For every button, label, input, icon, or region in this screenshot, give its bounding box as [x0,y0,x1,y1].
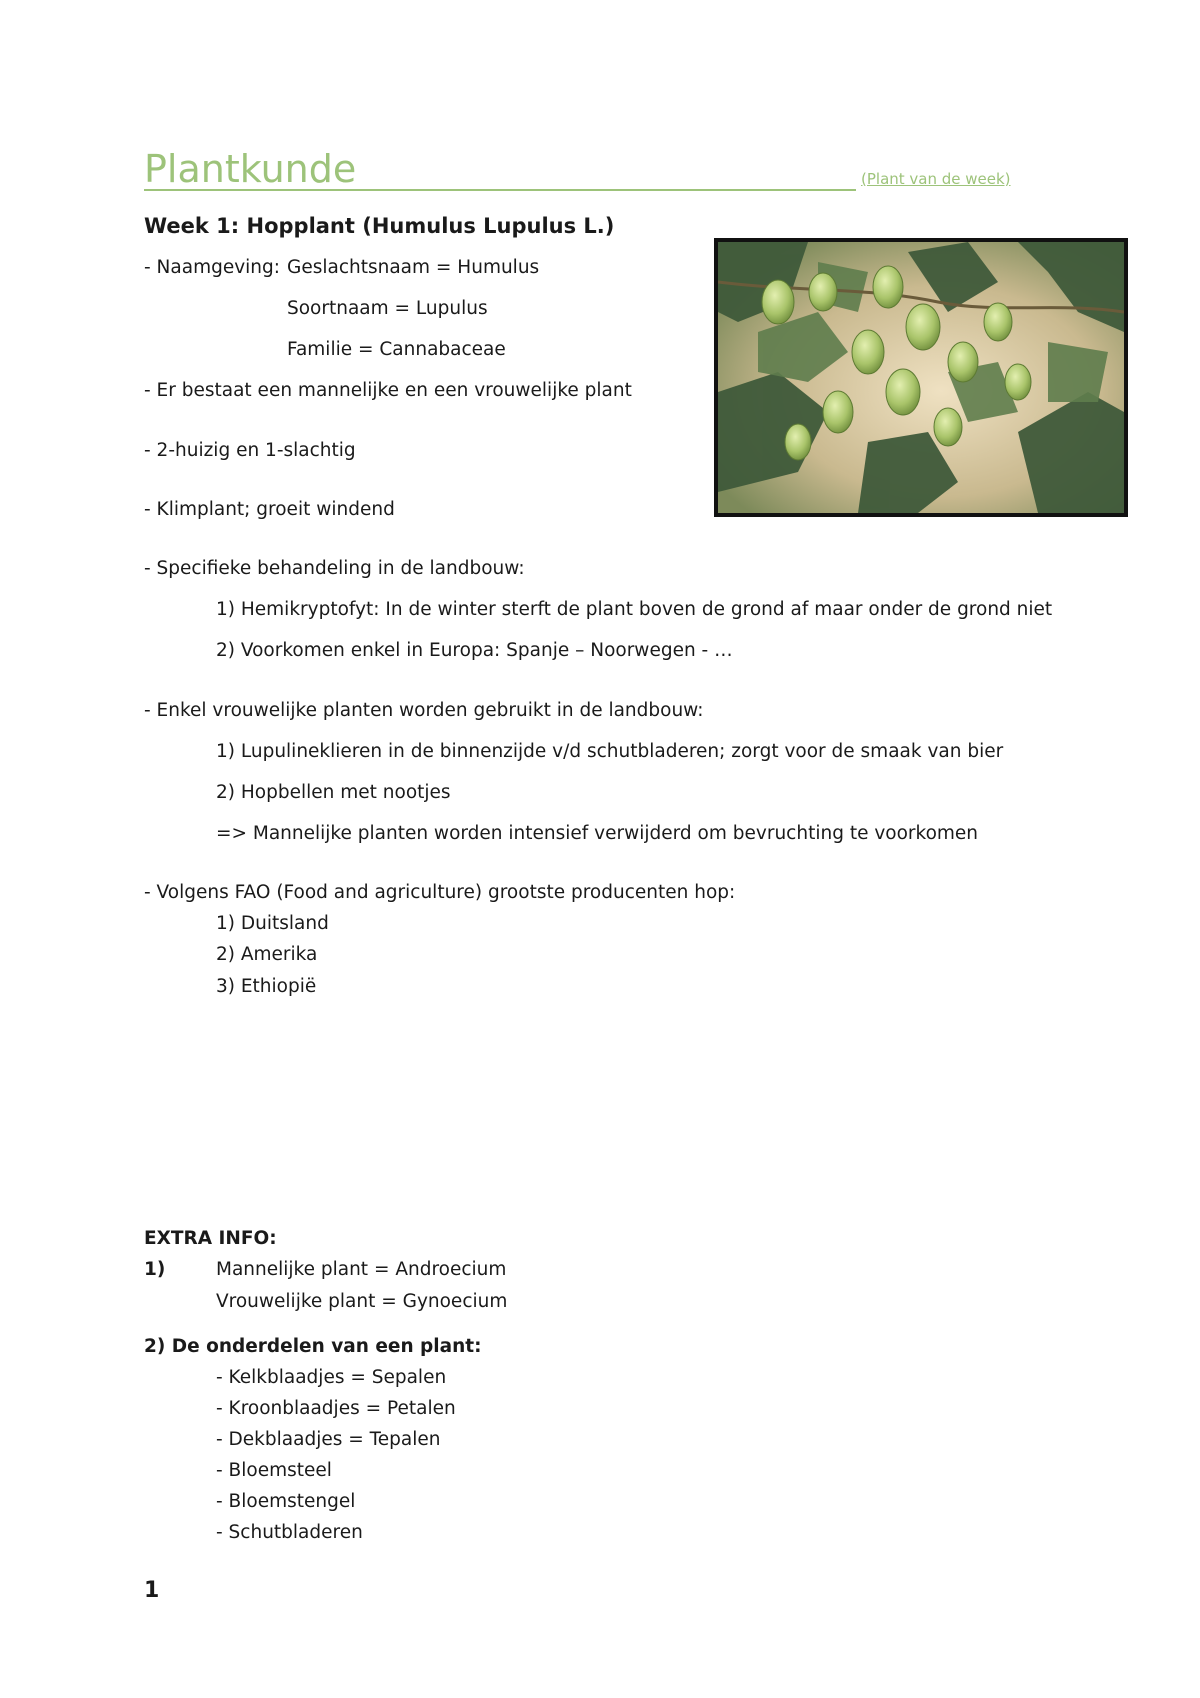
fao-heading: - Volgens FAO (Food and agriculture) grootste producenten hop: [144,882,736,903]
week-heading: Week 1: Hopplant (Humulus Lupulus L.) [144,214,615,238]
hop-plant-photo [714,238,1128,517]
naming-label: - Naamgeving: [144,257,281,278]
extra-heading: EXTRA INFO: [144,1228,277,1249]
fact-dioecious: - 2-huizig en 1-slachtig [144,440,356,461]
extra-male: Mannelijke plant = Androecium [216,1259,507,1280]
page-subtitle: (Plant van de week) [861,170,1011,188]
female-conclusion: => Mannelijke planten worden intensief verwijderd om bevruchting te voorkomen [216,823,979,844]
parts-heading: 2) De onderdelen van een plant: [144,1336,482,1357]
female-item-2: 2) Hopbellen met nootjes [216,782,451,803]
treatment-item-1: 1) Hemikryptofyt: In de winter sterft de plant boven de grond af maar onder de grond niet [216,599,1053,620]
fao-item-2: 2) Amerika [216,944,318,965]
treatment-item-2: 2) Voorkomen enkel in Europa: Spanje – Noorwegen - … [216,640,733,661]
part-item: - Kroonblaadjes = Petalen [216,1398,456,1419]
female-item-1: 1) Lupulineklieren in de binnenzijde v/d schutbladeren; zorgt voor de smaak van bier [216,741,1004,762]
extra-female: Vrouwelijke plant = Gynoecium [216,1291,508,1312]
species-name: Soortnaam = Lupulus [287,298,488,319]
page-number: 1 [144,1578,160,1603]
part-item: - Schutbladeren [216,1522,363,1543]
fao-item-1: 1) Duitsland [216,913,329,934]
part-item: - Bloemstengel [216,1491,356,1512]
female-heading: - Enkel vrouwelijke planten worden gebruikt in de landbouw: [144,700,704,721]
title-underline [144,148,856,191]
extra-number-1: 1) [144,1259,166,1280]
part-item: - Kelkblaadjes = Sepalen [216,1367,447,1388]
page-title: Plantkunde [144,147,357,192]
part-item: - Dekblaadjes = Tepalen [216,1429,441,1450]
fact-sexes: - Er bestaat een mannelijke en een vrouwelijke plant [144,380,632,401]
fact-climber: - Klimplant; groeit windend [144,499,395,520]
part-item: - Bloemsteel [216,1460,332,1481]
fao-item-3: 3) Ethiopië [216,976,317,997]
genus-name: Geslachtsnaam = Humulus [287,257,540,278]
family-name: Familie = Cannabaceae [287,339,506,360]
treatment-heading: - Specifieke behandeling in de landbouw: [144,558,525,579]
